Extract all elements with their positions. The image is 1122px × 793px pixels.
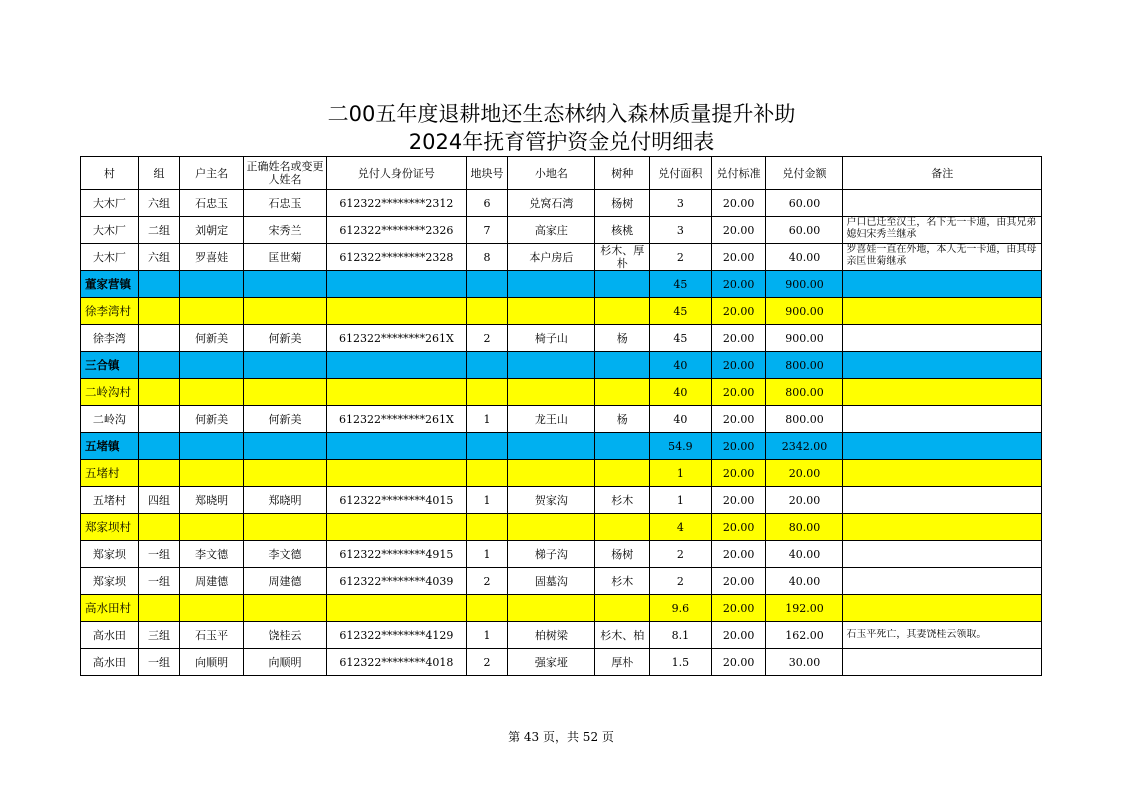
table-cell: 四组 bbox=[138, 487, 180, 514]
table-cell: 大木厂 bbox=[81, 244, 139, 271]
table-cell: 兑窝石湾 bbox=[508, 190, 595, 217]
page-title-line-2: 2024年抚育管护资金兑付明细表 bbox=[408, 130, 715, 154]
table-cell: 向顺明 bbox=[244, 649, 327, 676]
table-cell bbox=[595, 298, 650, 325]
table-cell: 612322********4015 bbox=[327, 487, 467, 514]
table-cell: 周建德 bbox=[180, 568, 244, 595]
table-cell: 20.00 bbox=[711, 190, 766, 217]
table-cell: 何新美 bbox=[244, 325, 327, 352]
table-cell bbox=[466, 271, 508, 298]
table-cell: 612322********261X bbox=[327, 325, 467, 352]
table-cell: 45 bbox=[650, 325, 712, 352]
table-cell: 40 bbox=[650, 406, 712, 433]
table-cell: 612322********2312 bbox=[327, 190, 467, 217]
table-cell: 20.00 bbox=[711, 433, 766, 460]
table-cell bbox=[508, 271, 595, 298]
table-cell: 固墓沟 bbox=[508, 568, 595, 595]
table-cell: 60.00 bbox=[766, 190, 843, 217]
table-row bbox=[81, 406, 1042, 433]
table-cell bbox=[138, 379, 180, 406]
table-cell bbox=[138, 595, 180, 622]
table-cell: 1 bbox=[650, 487, 712, 514]
table-cell bbox=[595, 514, 650, 541]
header-cell: 村 bbox=[81, 157, 139, 190]
table-cell bbox=[466, 460, 508, 487]
table-cell bbox=[138, 298, 180, 325]
table-cell: 郑家坝 bbox=[81, 568, 139, 595]
table-cell: 五堵村 bbox=[81, 487, 139, 514]
table-cell: 20.00 bbox=[711, 379, 766, 406]
table-cell: 本户房后 bbox=[508, 244, 595, 271]
header-cell: 小地名 bbox=[508, 157, 595, 190]
table-cell bbox=[244, 379, 327, 406]
page-footer: 第 43 页，共 52 页 bbox=[508, 730, 614, 744]
table-cell: 800.00 bbox=[766, 406, 843, 433]
table-cell: 9.6 bbox=[650, 595, 712, 622]
table-cell: 40.00 bbox=[766, 244, 843, 271]
table-cell bbox=[244, 271, 327, 298]
table-cell: 2 bbox=[466, 325, 508, 352]
table-cell: 2 bbox=[650, 541, 712, 568]
table-cell: 54.9 bbox=[650, 433, 712, 460]
table-cell: 800.00 bbox=[766, 352, 843, 379]
table-cell: 20.00 bbox=[711, 406, 766, 433]
subtotal-label: 五堵镇 bbox=[85, 439, 120, 453]
table-cell: 40.00 bbox=[766, 541, 843, 568]
remark-cell bbox=[843, 406, 1042, 433]
table-cell bbox=[327, 379, 467, 406]
table-cell: 2 bbox=[650, 244, 712, 271]
table-cell: 20.00 bbox=[711, 217, 766, 244]
table-cell: 612322********261X bbox=[327, 406, 467, 433]
table-cell: 800.00 bbox=[766, 379, 843, 406]
table-cell: 7 bbox=[466, 217, 508, 244]
table-cell bbox=[244, 514, 327, 541]
village-name bbox=[81, 460, 139, 487]
table-cell: 罗喜娃 bbox=[180, 244, 244, 271]
table-cell: 郑晓明 bbox=[180, 487, 244, 514]
table-cell bbox=[595, 460, 650, 487]
table-cell: 郑家坝 bbox=[81, 541, 139, 568]
table-row bbox=[81, 541, 1042, 568]
table-cell: 612322********2326 bbox=[327, 217, 467, 244]
village-name bbox=[81, 298, 139, 325]
table-cell: 宋秀兰 bbox=[244, 217, 327, 244]
table-cell: 饶桂云 bbox=[244, 622, 327, 649]
table-cell bbox=[595, 352, 650, 379]
remark-text: 户口已迁至汉王，名下无一卡通，由其兄弟媳妇宋秀兰继承 bbox=[846, 217, 1037, 240]
table-cell: 向顺明 bbox=[180, 649, 244, 676]
table-cell: 20.00 bbox=[711, 325, 766, 352]
table-cell: 612322********2328 bbox=[327, 244, 467, 271]
table-cell: 高水田 bbox=[81, 622, 139, 649]
table-row bbox=[81, 649, 1042, 676]
table-cell: 石忠玉 bbox=[180, 190, 244, 217]
subtotal-label: 徐李湾村 bbox=[85, 304, 131, 318]
village-subtotal-row bbox=[81, 514, 1042, 541]
table-cell: 900.00 bbox=[766, 325, 843, 352]
subtotal-label: 郑家坝村 bbox=[85, 520, 131, 534]
table-cell bbox=[595, 217, 650, 244]
table-cell bbox=[508, 460, 595, 487]
table-cell bbox=[327, 460, 467, 487]
table-cell: 大木厂 bbox=[81, 217, 139, 244]
table-cell bbox=[244, 352, 327, 379]
table-cell: 椅子山 bbox=[508, 325, 595, 352]
tree-species-text: 杨树 bbox=[611, 196, 634, 210]
table-cell: 20.00 bbox=[711, 298, 766, 325]
remark-cell bbox=[843, 649, 1042, 676]
remark-cell bbox=[843, 325, 1042, 352]
table-cell: 20.00 bbox=[711, 622, 766, 649]
table-cell bbox=[466, 514, 508, 541]
table-cell bbox=[843, 433, 1042, 460]
table-cell: 强家垭 bbox=[508, 649, 595, 676]
table-cell bbox=[595, 487, 650, 514]
header-cell: 户主名 bbox=[180, 157, 244, 190]
table-cell: 贺家沟 bbox=[508, 487, 595, 514]
tree-species-text: 杨树 bbox=[611, 547, 634, 561]
table-cell: 30.00 bbox=[766, 649, 843, 676]
town-subtotal-row bbox=[81, 352, 1042, 379]
table-cell: 柏树梁 bbox=[508, 622, 595, 649]
table-row bbox=[81, 622, 1042, 649]
table-cell bbox=[327, 514, 467, 541]
remark-cell bbox=[843, 568, 1042, 595]
table-cell: 20.00 bbox=[711, 352, 766, 379]
table-cell bbox=[327, 298, 467, 325]
table-cell: 20.00 bbox=[766, 487, 843, 514]
table-cell: 梯子沟 bbox=[508, 541, 595, 568]
table-cell bbox=[843, 514, 1042, 541]
table-cell bbox=[327, 433, 467, 460]
table-cell: 石玉平 bbox=[180, 622, 244, 649]
village-name bbox=[81, 514, 139, 541]
table-cell bbox=[508, 595, 595, 622]
table-cell: 2 bbox=[466, 649, 508, 676]
table-cell: 60.00 bbox=[766, 217, 843, 244]
table-cell bbox=[244, 433, 327, 460]
table-cell: 1 bbox=[466, 406, 508, 433]
village-subtotal-row bbox=[81, 460, 1042, 487]
table-cell bbox=[327, 352, 467, 379]
table-row bbox=[81, 244, 1042, 271]
table-cell bbox=[466, 595, 508, 622]
header-cell: 组 bbox=[138, 157, 180, 190]
table-cell: 高水田 bbox=[81, 649, 139, 676]
tree-species-text: 杉木、柏 bbox=[600, 628, 645, 642]
table-cell: 45 bbox=[650, 298, 712, 325]
table-cell bbox=[138, 271, 180, 298]
table-cell: 612322********4915 bbox=[327, 541, 467, 568]
table-cell: 二岭沟 bbox=[81, 406, 139, 433]
table-cell: 20.00 bbox=[711, 460, 766, 487]
header-cell: 树种 bbox=[595, 157, 650, 190]
remark-cell bbox=[843, 190, 1042, 217]
table-cell: 162.00 bbox=[766, 622, 843, 649]
table-cell bbox=[180, 433, 244, 460]
table-cell: 20.00 bbox=[711, 649, 766, 676]
table-cell bbox=[138, 406, 180, 433]
remark-cell bbox=[843, 487, 1042, 514]
table-cell bbox=[244, 595, 327, 622]
table-cell: 4 bbox=[650, 514, 712, 541]
table-cell bbox=[595, 433, 650, 460]
remark-cell bbox=[843, 541, 1042, 568]
table-cell bbox=[843, 298, 1042, 325]
table-cell: 六组 bbox=[138, 190, 180, 217]
table-cell: 20.00 bbox=[711, 568, 766, 595]
table-cell: 20.00 bbox=[711, 595, 766, 622]
table-cell bbox=[595, 595, 650, 622]
table-cell: 8 bbox=[466, 244, 508, 271]
table-cell: 45 bbox=[650, 271, 712, 298]
table-cell bbox=[180, 460, 244, 487]
table-cell: 612322********4129 bbox=[327, 622, 467, 649]
table-cell: 高家庄 bbox=[508, 217, 595, 244]
table-cell: 2 bbox=[650, 568, 712, 595]
table-cell bbox=[508, 433, 595, 460]
table-cell bbox=[138, 433, 180, 460]
table-cell bbox=[180, 271, 244, 298]
table-cell bbox=[595, 649, 650, 676]
table-cell bbox=[180, 514, 244, 541]
table-cell bbox=[595, 271, 650, 298]
table-cell bbox=[843, 595, 1042, 622]
remark-cell bbox=[843, 244, 1042, 271]
table-cell bbox=[843, 352, 1042, 379]
table-cell: 192.00 bbox=[766, 595, 843, 622]
header-cell: 地块号 bbox=[466, 157, 508, 190]
table-cell: 一组 bbox=[138, 541, 180, 568]
table-cell: 2 bbox=[466, 568, 508, 595]
table-row bbox=[81, 487, 1042, 514]
town-name bbox=[81, 271, 139, 298]
table-cell bbox=[244, 298, 327, 325]
table-cell: 20.00 bbox=[766, 460, 843, 487]
table-cell: 三组 bbox=[138, 622, 180, 649]
table-cell bbox=[180, 352, 244, 379]
table-cell: 1 bbox=[466, 622, 508, 649]
payment-detail-table bbox=[80, 156, 1042, 676]
tree-species-text: 核桃 bbox=[611, 223, 634, 237]
table-cell: 20.00 bbox=[711, 487, 766, 514]
town-name bbox=[81, 352, 139, 379]
table-cell bbox=[138, 514, 180, 541]
village-subtotal-row bbox=[81, 379, 1042, 406]
table-cell bbox=[595, 244, 650, 271]
table-cell: 1 bbox=[650, 460, 712, 487]
village-name bbox=[81, 379, 139, 406]
table-cell: 1 bbox=[466, 487, 508, 514]
table-cell: 900.00 bbox=[766, 271, 843, 298]
table-cell: 612322********4018 bbox=[327, 649, 467, 676]
table-cell: 1 bbox=[466, 541, 508, 568]
tree-species-text: 杉木、厚朴 bbox=[600, 244, 645, 270]
table-cell: 2342.00 bbox=[766, 433, 843, 460]
town-subtotal-row bbox=[81, 271, 1042, 298]
subtotal-label: 高水田村 bbox=[85, 601, 131, 615]
table-cell: 匡世菊 bbox=[244, 244, 327, 271]
table-cell bbox=[595, 568, 650, 595]
table-row bbox=[81, 190, 1042, 217]
subtotal-label: 二岭沟村 bbox=[85, 385, 131, 399]
table-cell: 李文德 bbox=[180, 541, 244, 568]
header-cell: 正确姓名或变更人姓名 bbox=[244, 157, 327, 190]
table-cell bbox=[508, 298, 595, 325]
table-cell bbox=[595, 325, 650, 352]
table-cell: 80.00 bbox=[766, 514, 843, 541]
table-row bbox=[81, 568, 1042, 595]
village-subtotal-row bbox=[81, 595, 1042, 622]
table-cell bbox=[843, 379, 1042, 406]
table-cell: 900.00 bbox=[766, 298, 843, 325]
table-cell bbox=[508, 352, 595, 379]
table-cell: 何新美 bbox=[180, 406, 244, 433]
table-cell: 大木厂 bbox=[81, 190, 139, 217]
table-cell: 40 bbox=[650, 379, 712, 406]
table-cell bbox=[466, 298, 508, 325]
table-cell: 3 bbox=[650, 190, 712, 217]
table-row bbox=[81, 325, 1042, 352]
remark-cell bbox=[843, 217, 1042, 244]
tree-species-text: 厚朴 bbox=[611, 655, 634, 669]
village-subtotal-row bbox=[81, 298, 1042, 325]
remark-text: 罗喜娃一直在外地，本人无一卡通，由其母亲匡世菊继承 bbox=[846, 244, 1037, 267]
table-cell bbox=[595, 406, 650, 433]
subtotal-label: 三合镇 bbox=[85, 358, 120, 372]
header-cell: 兑付标准 bbox=[711, 157, 766, 190]
table-cell bbox=[508, 514, 595, 541]
header-cell: 备注 bbox=[843, 157, 1042, 190]
table-cell: 20.00 bbox=[711, 244, 766, 271]
table-cell: 郑晓明 bbox=[244, 487, 327, 514]
table-cell bbox=[595, 379, 650, 406]
table-cell: 40 bbox=[650, 352, 712, 379]
table-cell bbox=[466, 433, 508, 460]
page-title-line-1: 二00五年度退耕地还生态林纳入森林质量提升补助 bbox=[327, 102, 796, 126]
table-cell: 六组 bbox=[138, 244, 180, 271]
table-cell: 龙王山 bbox=[508, 406, 595, 433]
table-cell: 20.00 bbox=[711, 514, 766, 541]
tree-species-text: 杨 bbox=[616, 412, 628, 426]
table-cell bbox=[180, 298, 244, 325]
table-cell: 3 bbox=[650, 217, 712, 244]
header-cell: 兑付面积 bbox=[650, 157, 712, 190]
table-cell: 1.5 bbox=[650, 649, 712, 676]
table-cell bbox=[595, 541, 650, 568]
header-cell: 兑付金额 bbox=[766, 157, 843, 190]
table-cell bbox=[244, 460, 327, 487]
table-cell bbox=[180, 379, 244, 406]
tree-species-text: 杉木 bbox=[611, 574, 634, 588]
table-cell: 周建德 bbox=[244, 568, 327, 595]
table-cell: 8.1 bbox=[650, 622, 712, 649]
table-cell: 石忠玉 bbox=[244, 190, 327, 217]
table-cell bbox=[508, 379, 595, 406]
table-cell: 何新美 bbox=[180, 325, 244, 352]
table-cell bbox=[595, 190, 650, 217]
table-row bbox=[81, 217, 1042, 244]
table-cell bbox=[843, 271, 1042, 298]
tree-species-text: 杨 bbox=[616, 331, 628, 345]
village-name bbox=[81, 595, 139, 622]
table-cell: 一组 bbox=[138, 568, 180, 595]
table-cell: 612322********4039 bbox=[327, 568, 467, 595]
table-cell: 何新美 bbox=[244, 406, 327, 433]
table-cell: 刘朝定 bbox=[180, 217, 244, 244]
table-cell: 李文德 bbox=[244, 541, 327, 568]
header-cell: 兑付人身份证号 bbox=[327, 157, 467, 190]
subtotal-label: 董家营镇 bbox=[85, 277, 131, 291]
table-cell: 6 bbox=[466, 190, 508, 217]
table-cell bbox=[466, 379, 508, 406]
remark-text: 石玉平死亡，其妻饶桂云领取。 bbox=[846, 629, 987, 640]
remark-cell bbox=[843, 622, 1042, 649]
table-cell bbox=[843, 460, 1042, 487]
subtotal-label: 五堵村 bbox=[85, 466, 120, 480]
table-cell: 徐李湾 bbox=[81, 325, 139, 352]
table-header-row bbox=[81, 157, 1042, 190]
table-cell: 一组 bbox=[138, 649, 180, 676]
table-cell: 20.00 bbox=[711, 541, 766, 568]
town-subtotal-row bbox=[81, 433, 1042, 460]
table-cell bbox=[138, 460, 180, 487]
table-cell: 40.00 bbox=[766, 568, 843, 595]
table-cell bbox=[466, 352, 508, 379]
table-cell bbox=[138, 352, 180, 379]
table-cell: 二组 bbox=[138, 217, 180, 244]
table-cell: 20.00 bbox=[711, 271, 766, 298]
table-cell bbox=[327, 271, 467, 298]
table-cell bbox=[138, 325, 180, 352]
town-name bbox=[81, 433, 139, 460]
table-cell bbox=[180, 595, 244, 622]
tree-species-text: 杉木 bbox=[611, 493, 634, 507]
table-cell bbox=[595, 622, 650, 649]
table-cell bbox=[327, 595, 467, 622]
